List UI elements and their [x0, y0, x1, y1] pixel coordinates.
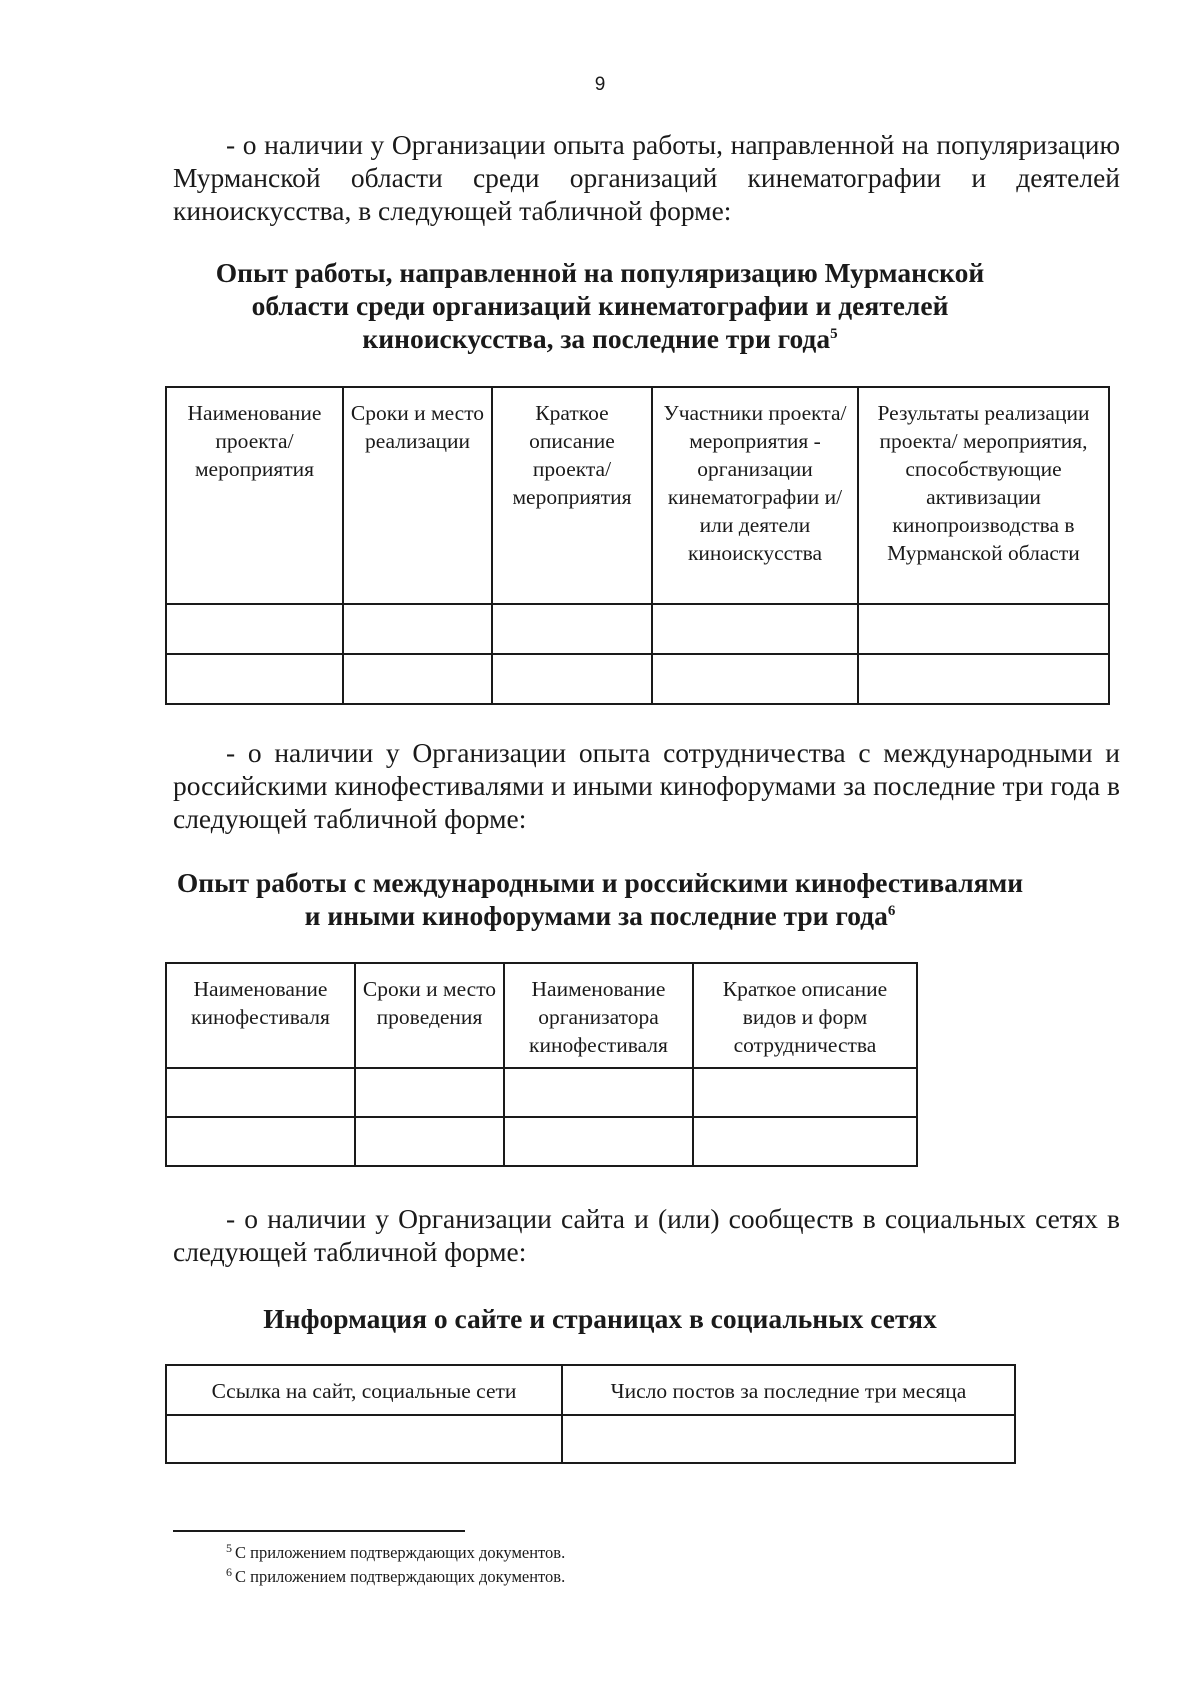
section1-title-line-3 — [0, 322, 1200, 355]
table-cell[interactable] — [492, 654, 652, 704]
column-header-website-link: Ссылка на сайт, социальные сети — [166, 1365, 562, 1415]
table-header-row — [166, 963, 917, 1068]
footnote-divider — [173, 1530, 465, 1532]
festival-experience-table — [165, 962, 918, 1167]
column-header-results: Результаты реализации проекта/ мероприятия, способствующие активизации кинопроизводства в Мурманской области — [858, 387, 1109, 604]
table-cell[interactable] — [166, 1415, 562, 1463]
footnote-ref-5[interactable]: 5 — [830, 325, 838, 342]
section1-title-line-1: Опыт работы, направленной на популяризацию Мурманской — [215, 257, 985, 288]
section2-title — [0, 866, 1200, 932]
table-cell[interactable] — [166, 1068, 355, 1117]
table-cell[interactable] — [504, 1117, 693, 1166]
section2-title-line-2-text: и иными кинофорумами за последние три года — [304, 900, 888, 931]
section1-intro: - о наличии у Организации опыта работы, направленной на популяризацию Мурманской области среди организаций кинематографии и деятелей киноискусства, в следующей табличной форме: — [173, 129, 1120, 226]
footnote-ref-6[interactable]: 6 — [887, 902, 896, 919]
table-cell[interactable] — [355, 1117, 504, 1166]
table-row — [166, 654, 1109, 704]
footnote-6 — [226, 1566, 565, 1588]
section2-title-line-2 — [0, 899, 1200, 932]
column-header-project-name: Наименование проекта/ мероприятия — [166, 387, 343, 604]
table-header-row — [166, 387, 1109, 604]
page-number: 9 — [594, 74, 606, 95]
table-cell[interactable] — [355, 1068, 504, 1117]
table-row — [166, 1117, 917, 1166]
column-header-description: Краткое описание проекта/ мероприятия — [492, 387, 652, 604]
table-cell[interactable] — [858, 654, 1109, 704]
table-cell[interactable] — [858, 604, 1109, 654]
section1-title — [0, 256, 1200, 355]
table-row — [166, 1415, 1015, 1463]
table-header-row — [166, 1365, 1015, 1415]
table-cell[interactable] — [343, 654, 492, 704]
section3-intro: - о наличии у Организации сайта и (или) сообществ в социальных сетях в следующей табличной форме: — [173, 1203, 1120, 1267]
table-cell[interactable] — [492, 604, 652, 654]
column-header-participants: Участники проекта/ мероприятия - организации кинематографии и/или деятели киноискусства — [652, 387, 858, 604]
column-header-dates-place: Сроки и место проведения — [355, 963, 504, 1068]
table-cell[interactable] — [562, 1415, 1015, 1463]
footnote-5-text: С приложением подтверждающих документов. — [235, 1543, 566, 1562]
footnote-5-number: 5 — [226, 1540, 232, 1555]
column-header-cooperation: Краткое описание видов и форм сотрудничества — [693, 963, 917, 1068]
section1-title-line-3-text: киноискусства, за последние три года — [362, 323, 831, 354]
column-header-dates-place: Сроки и место реализации — [343, 387, 492, 604]
table-cell[interactable] — [166, 654, 343, 704]
table-cell[interactable] — [166, 1117, 355, 1166]
website-info-table — [165, 1364, 1016, 1464]
table-cell[interactable] — [693, 1117, 917, 1166]
section3-title: Информация о сайте и страницах в социальных сетях — [263, 1303, 937, 1334]
column-header-festival-name: Наименование кинофестиваля — [166, 963, 355, 1068]
table-row — [166, 604, 1109, 654]
table-cell[interactable] — [166, 604, 343, 654]
table-cell[interactable] — [652, 604, 858, 654]
section1-title-line-2: области среди организаций кинематографии и деятелей — [251, 290, 949, 321]
column-header-organizer: Наименование организатора кинофестиваля — [504, 963, 693, 1068]
project-experience-table — [165, 386, 1110, 705]
section2-intro: - о наличии у Организации опыта сотрудничества с международными и российскими кинофестивалями и иными кинофорумами за последние три года в следующей табличной форме: — [173, 737, 1120, 834]
footnote-5 — [226, 1542, 565, 1564]
table-row — [166, 1068, 917, 1117]
column-header-post-count: Число постов за последние три месяца — [562, 1365, 1015, 1415]
footnote-6-text: С приложением подтверждающих документов. — [235, 1567, 566, 1586]
table-cell[interactable] — [504, 1068, 693, 1117]
table-cell[interactable] — [652, 654, 858, 704]
table-cell[interactable] — [343, 604, 492, 654]
section2-title-line-1: Опыт работы с международными и российскими кинофестивалями — [176, 867, 1024, 898]
table-cell[interactable] — [693, 1068, 917, 1117]
footnote-6-number: 6 — [226, 1564, 232, 1579]
